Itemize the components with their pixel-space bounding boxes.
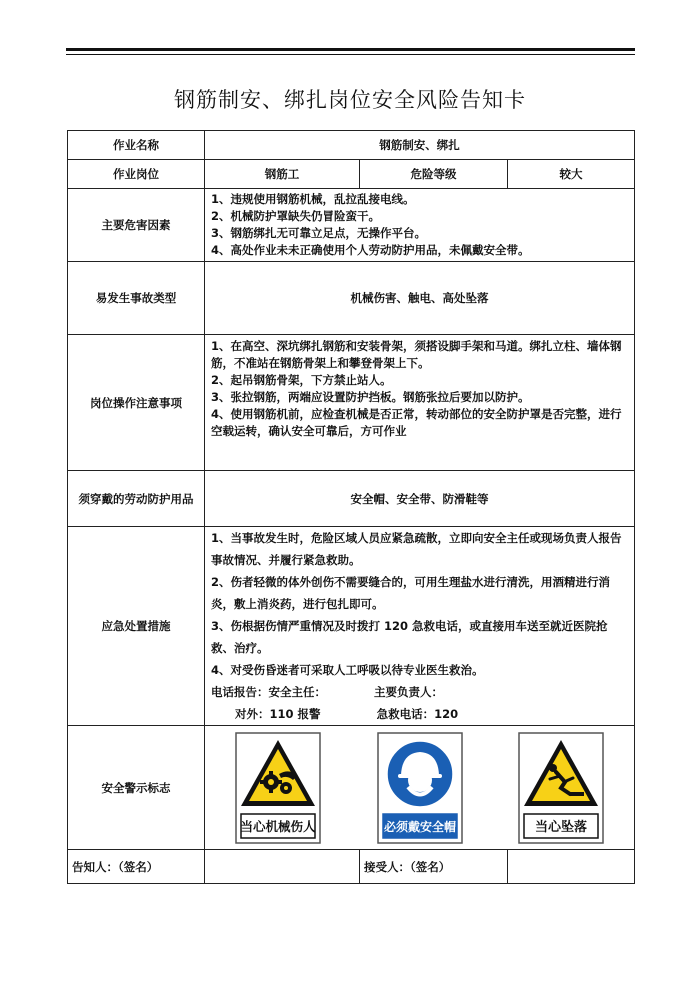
notifier-signature-field[interactable] (205, 850, 360, 884)
page-title: 钢筋制安、绑扎岗位安全风险告知卡 (174, 88, 526, 112)
emergency-label: 应急处置措施 (68, 527, 205, 726)
falling-person-warning-icon (518, 732, 604, 844)
row-job-name (68, 131, 635, 160)
row-accident-types (68, 262, 635, 335)
job-name-label: 作业名称 (68, 131, 205, 160)
sign-caption: 当心坠落 (535, 819, 588, 835)
row-signatures (68, 850, 635, 884)
row-emergency (68, 527, 635, 726)
precautions-label: 岗位操作注意事项 (68, 335, 205, 471)
emergency-list (205, 527, 635, 726)
list-item: 2、伤者轻微的体外创伤不需要缝合的，可用生理盐水进行清洗，用酒精进行消炎，敷上消炎药，进行包扎即可。 (211, 575, 610, 611)
list-item: 4、使用钢筋机前，应检查机械是否正常，转动部位的安全防护罩是否完整，进行空载运转，确认安全可靠后，方可作业 (211, 407, 622, 438)
list-item: 4、高处作业未未正确使用个人劳动防护用品，未佩戴安全带。 (211, 243, 530, 257)
sign-caption: 当心机械伤人 (240, 818, 316, 834)
list-item: 1、当事故发生时，危险区域人员应紧急疏散，立即向安全主任或现场负责人报告事故情况、并履行紧急救助。 (211, 531, 622, 567)
header-rule-thick (66, 48, 635, 51)
phone-numbers-line: 对外：110 报警 急救电话：120 (211, 707, 459, 721)
row-job-post (68, 160, 635, 189)
ppe-label: 须穿戴的劳动防护用品 (68, 471, 205, 527)
list-item: 4、对受伤昏迷者可采取人工呼吸以待专业医生救治。 (211, 663, 484, 677)
phone-report-line: 电话报告：安全主任： 主要负责人： (211, 685, 444, 699)
receiver-signature-label: 接受人：（签名） (360, 850, 508, 884)
header-rule-thin (66, 54, 635, 55)
helmet-mandatory-icon (377, 732, 463, 844)
receiver-signature-field[interactable] (508, 850, 635, 884)
job-post-value: 钢筋工 (205, 160, 360, 189)
row-signs (68, 726, 635, 850)
row-ppe (68, 471, 635, 527)
sign-caption: 必须戴安全帽 (383, 819, 456, 834)
job-post-label: 作业岗位 (68, 160, 205, 189)
signs-label: 安全警示标志 (68, 726, 205, 850)
risk-level-value: 较大 (508, 160, 635, 189)
list-item: 3、钢筋绑扎无可靠立足点，无操作平台。 (211, 226, 426, 240)
accident-types-value: 机械伤害、触电、高处坠落 (205, 262, 635, 335)
ppe-value: 安全帽、安全带、防滑鞋等 (205, 471, 635, 527)
row-precautions (68, 335, 635, 471)
hazards-label: 主要危害因素 (68, 189, 205, 262)
hazards-list (205, 189, 635, 262)
list-item: 1、在高空、深坑绑扎钢筋和安装骨架，须搭设脚手架和马道。绑扎立柱、墙体钢筋，不准站在钢筋骨架上和攀登骨架上下。 (211, 339, 622, 370)
list-item: 2、机械防护罩缺失仍冒险蛮干。 (211, 209, 380, 223)
list-item: 3、伤根据伤情严重情况及时拨打 120 急救电话，或直接用车送至就近医院抢救、治疗。 (211, 619, 608, 655)
job-name-value: 钢筋制安、绑扎 (205, 131, 635, 160)
signs-cell (205, 726, 635, 850)
list-item: 2、起吊钢筋骨架，下方禁止站人。 (211, 373, 392, 387)
row-hazards (68, 189, 635, 262)
list-item: 3、张拉钢筋，两端应设置防护挡板。钢筋张拉后要加以防护。 (211, 390, 530, 404)
gear-hand-warning-icon (235, 732, 321, 844)
precautions-list (205, 335, 635, 471)
notifier-signature-label: 告知人：（签名） (68, 850, 205, 884)
risk-card-table (67, 130, 635, 884)
list-item: 1、违规使用钢筋机械，乱拉乱接电线。 (211, 192, 415, 206)
risk-level-label: 危险等级 (360, 160, 508, 189)
accident-types-label: 易发生事故类型 (68, 262, 205, 335)
